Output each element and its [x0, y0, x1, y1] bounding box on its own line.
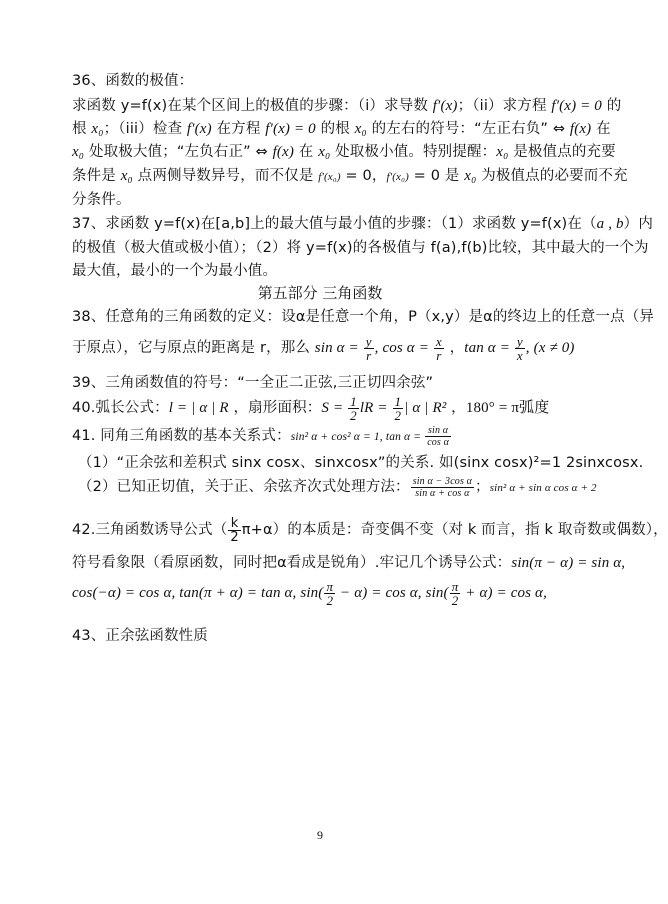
fraction-k-over-2: $\frac{k}{2}$ — [230, 515, 239, 545]
section-39: 39、三角函数值的符号：“一全正二正弦,三正切四余弦” — [72, 375, 434, 391]
section-40: 40.弧长公式：l = | α | R ，扇形面积：S = $\frac{1}{2}$ lR = $\frac{1}{2}$ | α | R² ，180° = π弧度 — [72, 393, 550, 423]
section-37-line-1: 37、求函数 y=f(x)在[a,b]上的最大值与最小值的步骤：（1）求函数 y=f(x)在（a , b）内 — [72, 216, 653, 232]
page-number: 9 — [317, 828, 323, 842]
fraction-y-over-r: $\frac{y}{r}$ — [365, 333, 372, 363]
section-36-line-5: 分条件。 — [72, 192, 131, 208]
section-42-line-3: cos(−α) = cos α, tan(π + α) = tan α, sin( $\frac{\pi}{2}$ − α) = cos α, sin( $\frac{\pi}{2}$ + α) = cos α, — [72, 578, 547, 608]
section-41-title: 41. 同角三角函数的基本关系式：sin² α + cos² α = 1, tan α = $\frac{\text{sin α}}{\text{cos α}}$ — [72, 424, 450, 448]
section-36-title: 36、函数的极值： — [72, 73, 194, 89]
section-42-line-2: 符号看象限（看原函数，同时把α看成是锐角）.牢记几个诱导公式：sin(π − α) = sin α, — [72, 555, 626, 571]
fraction-one-half-b: $\frac{1}{2}$ — [394, 393, 402, 423]
section-42-line-1: 42.三角函数诱导公式（ $\frac{k}{2}$ π+α）的本质是：奇变偶不变（对 k 而言，指 k 取奇数或偶数）， — [72, 515, 668, 545]
fraction-one-half-a: $\frac{1}{2}$ — [350, 393, 357, 423]
section-37-line-3: 最大值，最小的一个为最小值。 — [72, 263, 278, 279]
part-five-heading: 第五部分 三角函数 — [257, 284, 383, 302]
section-38-line-1: 38、任意角的三角函数的定义：设α是任意一个角，P（x,y）是α的终边上的任意一点（异 — [72, 309, 655, 325]
section-43: 43、正余弦函数性质 — [72, 628, 208, 644]
section-36-line-1: 求函数 y=f(x)在某个区间上的极值的步骤：（i）求导数 f′(x)；（ii）求方程 f′(x) = 0 的 — [72, 98, 622, 114]
section-41-point-2: （2）已知正切值，关于正、余弦齐次式处理方法： $\frac{\text{sin α − 3cos α}}{\text{sin α + cos α}}$ ；sin² α + sin α cos α + 2 — [78, 475, 597, 499]
fraction-pi-over-2-a: $\frac{\pi}{2}$ — [326, 578, 334, 608]
section-38-line-2: 于原点），它与原点的距离是 r，那么 sin α = $\frac{y}{r}$ , cos α = $\frac{x}{r}$ ，tan α = $\frac{y}{x}$ , (x ≠ 0) — [72, 333, 575, 363]
fraction-sin-over-cos: $\frac{\text{sin α}}{\text{cos α}}$ — [427, 424, 450, 448]
fraction-y-over-x: $\frac{y}{x}$ — [516, 333, 523, 363]
section-37-line-2: 的极值（极大值或极小值）；（2）将 y=f(x)的各极值与 f(a),f(b)比较，其中最大的一个为 — [72, 240, 649, 256]
section-36-line-4: 条件是 x₀ 点两侧导数异号，而不仅是 f′(x₀) = 0，f′(x₀) = 0 是 x₀ 为极值点的必要而不充 — [72, 168, 628, 184]
section-36-line-3: x₀ 处取极大值；“左负右正” ⇔ f(x) 在 x₀ 处取极小值。特别提醒：x₀ 是极值点的充要 — [72, 144, 616, 160]
section-41-point-1: （1）“正余弦和差积式 sinx cosx、sinxcosx”的关系. 如(sinx cosx)²=1 2sinxcosx. — [78, 455, 644, 471]
fraction-pi-over-2-b: $\frac{\pi}{2}$ — [451, 578, 459, 608]
fraction-x-over-r: $\frac{x}{r}$ — [435, 333, 442, 363]
section-36-line-2: 根 x₀；（iii）检查 f′(x) 在方程 f′(x) = 0 的根 x₀ 的左右的符号：“左正右负” ⇔ f(x) 在 — [72, 121, 611, 137]
fraction-homogeneous: $\frac{\text{sin α − 3cos α}}{\text{sin α + cos α}}$ — [412, 475, 473, 499]
